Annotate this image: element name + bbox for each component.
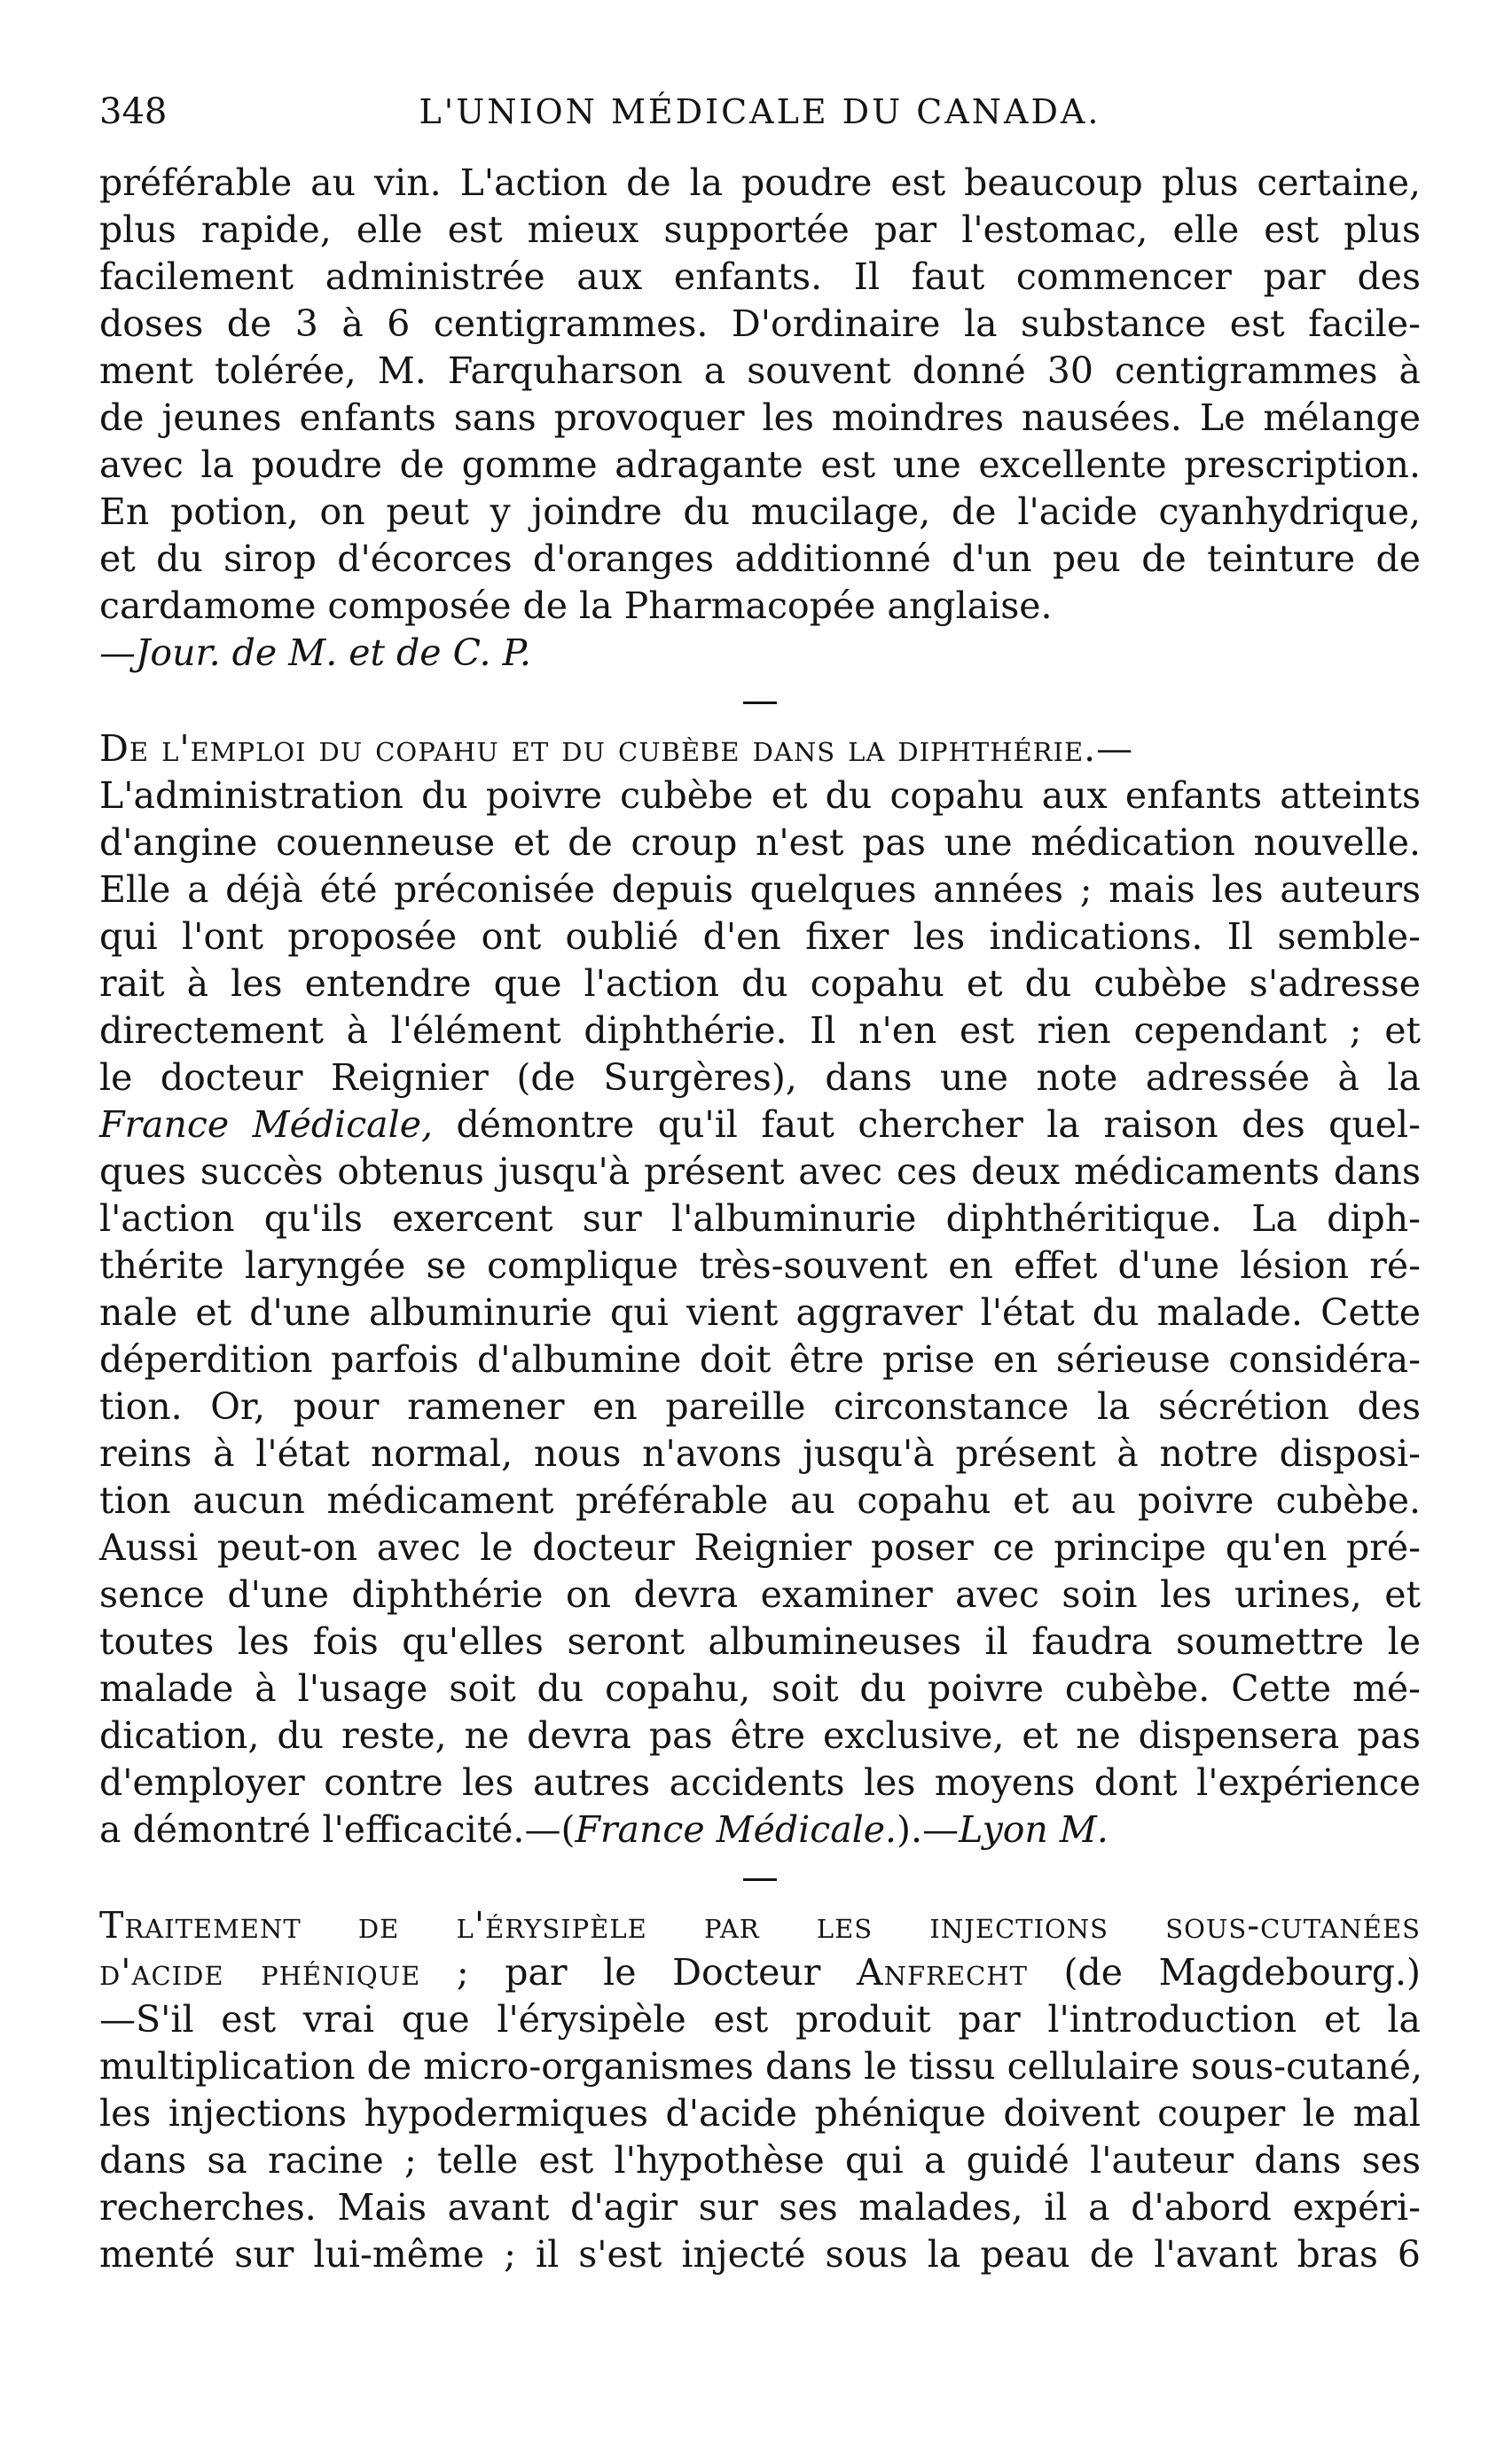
text-line: directement à l'élément diphthérie. Il n'en est rien cependant ; et <box>99 1009 1421 1052</box>
text-line: déperdition parfois d'albumine doit être prise en sérieuse considéra- <box>99 1338 1421 1381</box>
text-line: qui l'ont proposée ont oublié d'en fixer les indications. Il semble- <box>99 915 1421 958</box>
article-copahu-cubebe <box>99 725 1421 1853</box>
article-title-continued <box>99 1949 1421 1996</box>
text-line: Aussi peut-on avec le docteur Reignier poser ce principe qu'en pré- <box>99 1526 1421 1569</box>
text-line: dans sa racine ; telle est l'hypothèse qui a guidé l'auteur dans ses <box>99 2139 1421 2182</box>
text-line: reins à l'état normal, nous n'avons jusqu'à présent à notre disposi- <box>99 1432 1421 1475</box>
text-line: et du sirop d'écorces d'oranges additionné d'un peu de teinture de <box>99 537 1421 580</box>
text-line: doses de 3 à 6 centigrammes. D'ordinaire la substance est facile- <box>99 302 1421 345</box>
text-line: thérite laryngée se complique très-souvent en effet d'une lésion ré- <box>99 1244 1421 1287</box>
author-name: Anfrecht <box>857 1951 1028 1994</box>
text-line: préférable au vin. L'action de la poudre est beaucoup plus certaine, <box>99 161 1421 204</box>
text-fragment: démontre qu'il faut chercher la raison des quel- <box>433 1103 1421 1146</box>
text-line: le docteur Reignier (de Surgères), dans une note adressée à la <box>99 1056 1421 1099</box>
text-line: toutes les fois qu'elles seront albumineuses il faudra soumettre le <box>99 1620 1421 1663</box>
text-line: avec la poudre de gomme adragante est une excellente prescription. <box>99 443 1421 486</box>
text-line: rait à les entendre que l'action du copahu et du cubèbe s'adresse <box>99 962 1421 1005</box>
article-title: De l'emploi du copahu et du cubèbe dans la diphthérie.— <box>99 727 1134 770</box>
journal-name: France Médicale. <box>575 1808 897 1851</box>
text-line <box>99 1101 1421 1148</box>
article-erysipele <box>99 1902 1421 2278</box>
page-number: 348 <box>99 91 168 132</box>
text-line: de jeunes enfants sans provoquer les moindres nausées. Le mélange <box>99 396 1421 439</box>
text-line <box>99 1806 1421 1853</box>
section-divider <box>743 1878 777 1881</box>
text-line: L'administration du poivre cubèbe et du copahu aux enfants atteints <box>99 774 1421 817</box>
text-line: ment tolérée, M. Farquharson a souvent donné 30 centigrammes à <box>99 349 1421 392</box>
text-fragment: a démontré l'efficacité.—( <box>99 1808 576 1851</box>
text-line: dication, du reste, ne devra pas être exclusive, et ne dispensera pas <box>99 1714 1421 1757</box>
text-line: ques succès obtenus jusqu'à présent avec ces deux médicaments dans <box>99 1150 1421 1193</box>
article-source: Lyon M. <box>959 1808 1109 1851</box>
text-fragment: ; par le Docteur <box>420 1951 857 1994</box>
text-line: les injections hypodermiques d'acide phénique doivent couper le mal <box>99 2092 1421 2135</box>
text-line: facilement administrée aux enfants. Il faut commencer par des <box>99 255 1421 298</box>
text-line: multiplication de micro-organismes dans le tissu cellulaire sous-cutané, <box>99 2045 1423 2088</box>
section-divider <box>743 701 777 704</box>
text-line: l'action qu'ils exercent sur l'albuminurie diphthéritique. La diph- <box>99 1197 1421 1240</box>
journal-name: France Médicale, <box>99 1103 434 1146</box>
text-line: malade à l'usage soit du copahu, soit du poivre cubèbe. Cette mé- <box>99 1667 1421 1710</box>
text-line: En potion, on peut y joindre du mucilage, de l'acide cyanhydrique, <box>99 490 1421 533</box>
text-line: Elle a déjà été préconisée depuis quelques années ; mais les auteurs <box>99 868 1421 911</box>
article-source: —Jour. de M. et de C. P. <box>99 631 531 674</box>
article-pharmacology <box>99 160 1421 677</box>
text-line: tion aucun médicament préférable au copahu et au poivre cubèbe. <box>99 1479 1421 1522</box>
text-line: recherches. Mais avant d'agir sur ses malades, il a d'abord expéri- <box>99 2186 1421 2229</box>
running-title: L'UNION MÉDICALE DU CANADA. <box>419 92 1101 131</box>
article-title: Traitement de l'érysipèle par les injections sous-cutanées <box>99 1904 1421 1947</box>
text-line: sence d'une diphthérie on devra examiner avec soin les urines, et <box>99 1573 1421 1616</box>
text-line: tion. Or, pour ramener en pareille circonstance la sécrétion des <box>99 1385 1421 1428</box>
text-line: d'angine couenneuse et de croup n'est pas une médication nouvelle. <box>99 821 1421 864</box>
text-fragment: (de Magdebourg.) <box>1027 1951 1422 1994</box>
page-header <box>99 89 1421 144</box>
text-line: plus rapide, elle est mieux supportée par l'estomac, elle est plus <box>99 208 1421 251</box>
text-line: d'employer contre les autres accidents les moyens dont l'expérience <box>99 1761 1421 1804</box>
text-line: menté sur lui-même ; il s'est injecté sous la peau de l'avant bras 6 <box>99 2233 1421 2276</box>
title-fragment: d'acide phénique <box>99 1951 421 1994</box>
page <box>99 89 1421 2278</box>
text-line: cardamome composée de la Pharmacopée anglaise. <box>99 584 1053 627</box>
text-line: —S'il est vrai que l'érysipèle est produit par l'introduction et la <box>99 1998 1421 2041</box>
text-line: nale et d'une albuminurie qui vient aggraver l'état du malade. Cette <box>99 1291 1421 1334</box>
text-fragment: ).— <box>897 1808 960 1851</box>
